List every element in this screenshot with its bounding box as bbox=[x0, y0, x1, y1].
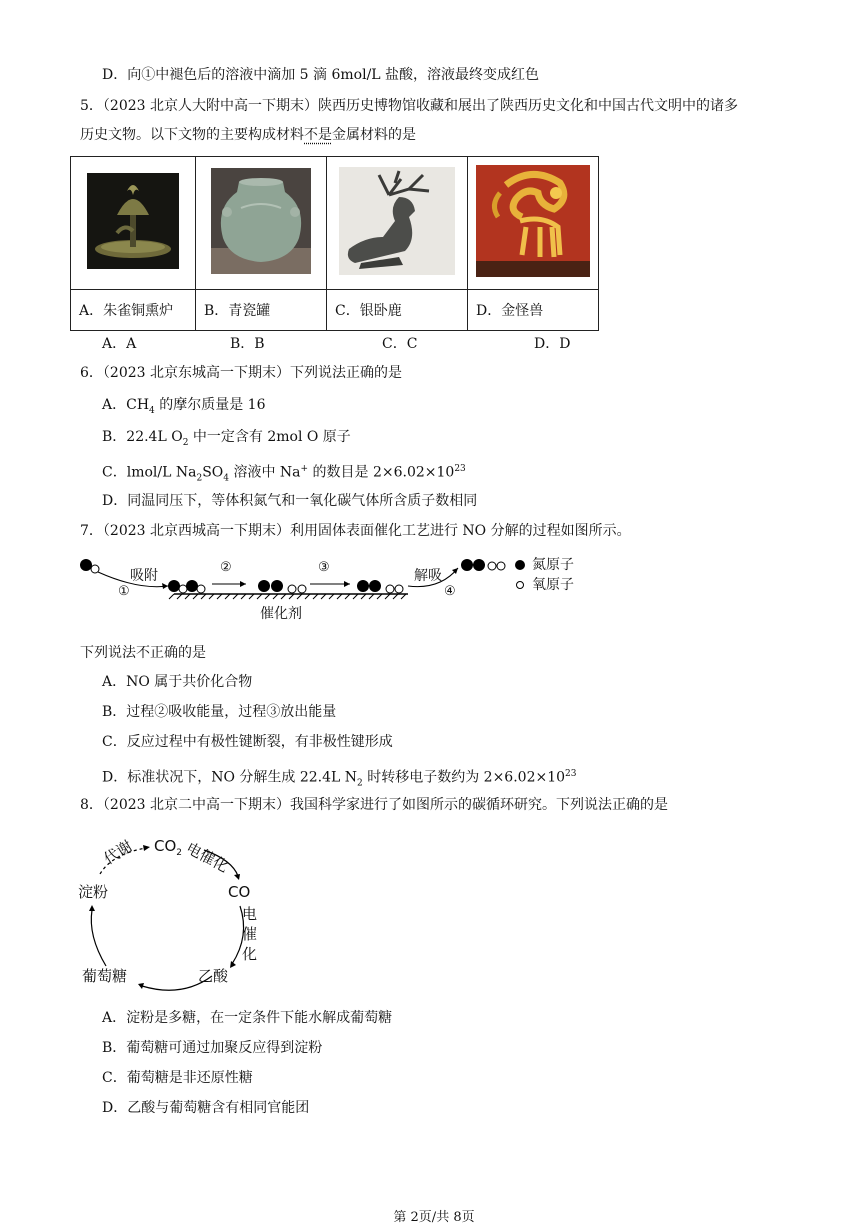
no-decomposition-diagram bbox=[78, 552, 598, 628]
legend-nitrogen: 氮原子 bbox=[532, 557, 574, 573]
number: 2×6.02×10 bbox=[372, 464, 455, 481]
q4-option-d: D．向①中褪色后的溶液中滴加 5 滴 6mol/L 盐酸，溶液最终变成红色 bbox=[102, 67, 540, 83]
label-electro-char3: 化 bbox=[242, 945, 258, 963]
q8-option-c: C．葡萄糖是非还原性糖 bbox=[102, 1070, 253, 1086]
artifact-label-d: D．金怪兽 bbox=[468, 290, 599, 331]
q8-option-b: B．葡萄糖可通过加聚反应得到淀粉 bbox=[102, 1040, 323, 1056]
number: 2×6.02×10 bbox=[483, 769, 566, 786]
option-letter: B．22.4L bbox=[102, 429, 172, 445]
gold-beast-photo bbox=[476, 165, 590, 277]
exponent: 23 bbox=[565, 769, 577, 779]
exponent: 23 bbox=[454, 464, 466, 474]
q5-choice-c: C．C bbox=[382, 336, 418, 352]
q8-stem: 8．（2023 北京二中高一下期末）我国科学家进行了如图所示的碳循环研究。下列说法正确的是 bbox=[80, 797, 668, 813]
artifact-table bbox=[70, 156, 599, 331]
adsorb-label: 吸附 bbox=[130, 568, 158, 584]
q6-option-c bbox=[102, 459, 466, 488]
q6-stem: 6．（2023 北京东城高一下期末）下列说法正确的是 bbox=[80, 365, 402, 381]
option-text: 溶液中 bbox=[229, 464, 280, 481]
q5-choice-a: A．A bbox=[102, 336, 137, 352]
q7-option-c: C．反应过程中有极性键断裂，有非极性键形成 bbox=[102, 734, 393, 750]
q5-stem-text: 历史文物。以下文物的主要构成材料 bbox=[80, 127, 304, 143]
node-co2 bbox=[154, 836, 182, 863]
label-electrocatalysis-1: 电催化 bbox=[183, 838, 232, 876]
artifact-label-c: C．银卧鹿 bbox=[327, 290, 468, 331]
formula-sub: 2 bbox=[196, 473, 203, 484]
option-text: 时转移电子数约为 bbox=[362, 769, 484, 786]
q6-option-d: D．同温同压下，等体积氮气和一氧化碳气体所含质子数相同 bbox=[102, 493, 478, 509]
co2-sub: 2 bbox=[176, 848, 183, 858]
q6-option-b bbox=[102, 427, 351, 453]
option-text: 中一定含有 2mol O 原子 bbox=[188, 429, 351, 445]
q5-stem-text-end: 金属材料的是 bbox=[332, 127, 416, 143]
label-electro-char1: 电 bbox=[242, 905, 258, 923]
artifact-cell-c bbox=[327, 157, 468, 290]
q7-option-b: B．过程②吸收能量，过程③放出能量 bbox=[102, 704, 337, 720]
step4-label: ④ bbox=[444, 584, 456, 599]
formula: CH bbox=[126, 397, 150, 413]
formula: 22.4L N bbox=[299, 769, 358, 786]
step2-label: ② bbox=[220, 560, 232, 575]
q7-option-a: A．NO 属于共价化合物 bbox=[102, 674, 253, 690]
formula-sub: 4 bbox=[149, 405, 155, 416]
bronze-censer-photo bbox=[87, 173, 179, 269]
artifact-cell-a bbox=[71, 157, 196, 290]
q8-option-d: D．乙酸与葡萄糖含有相同官能团 bbox=[102, 1100, 310, 1116]
option-letter: A． bbox=[102, 397, 127, 413]
formula: O bbox=[171, 429, 183, 445]
carbon-cycle-diagram bbox=[72, 826, 272, 1004]
formula-sub: 2 bbox=[182, 437, 189, 448]
step3-label: ③ bbox=[318, 560, 330, 575]
artifact-cell-b bbox=[196, 157, 327, 290]
option-text: 的数目是 bbox=[308, 464, 373, 481]
artifact-label-b: B．青瓷罐 bbox=[196, 290, 327, 331]
node-co: CO bbox=[228, 883, 251, 901]
legend-oxygen: 氧原子 bbox=[532, 577, 574, 593]
option-text: D．标准状况下，NO 分解生成 bbox=[102, 769, 300, 786]
label-metabolism: 代谢 bbox=[100, 836, 136, 869]
label-electro-char2: 催 bbox=[242, 925, 258, 943]
formula: SO bbox=[202, 464, 224, 481]
step1-label: ① bbox=[118, 584, 130, 599]
q7-lead: 下列说法不正确的是 bbox=[80, 645, 206, 661]
artifact-cell-d bbox=[468, 157, 599, 290]
page-footer: 第 2页/共 8页 bbox=[393, 1210, 475, 1225]
node-starch: 淀粉 bbox=[78, 883, 109, 901]
option-text: 的摩尔质量是 16 bbox=[154, 397, 266, 413]
q5-choice-d: D．D bbox=[534, 336, 571, 352]
q5-choice-b: B．B bbox=[230, 336, 265, 352]
q8-option-a: A．淀粉是多糖，在一定条件下能水解成葡萄糖 bbox=[102, 1010, 393, 1026]
q7-option-d bbox=[102, 764, 576, 793]
q5-emphasis-not: 不是 bbox=[304, 127, 332, 143]
node-acetic-acid: 乙酸 bbox=[198, 967, 229, 985]
ion-charge: + bbox=[300, 464, 309, 474]
formula-sub: 4 bbox=[223, 473, 229, 484]
node-glucose: 葡萄糖 bbox=[82, 967, 128, 985]
option-letter: C．lmol/L bbox=[102, 464, 176, 481]
silver-deer-photo bbox=[339, 167, 455, 275]
desorb-label: 解吸 bbox=[414, 568, 442, 584]
catalyst-label: 催化剂 bbox=[260, 606, 302, 622]
ion: Na bbox=[279, 464, 301, 481]
co2-text: CO bbox=[154, 837, 177, 855]
q7-stem: 7．（2023 北京西城高一下期末）利用固体表面催化工艺进行 NO 分解的过程如图所示。 bbox=[80, 523, 631, 539]
formula-sub: 2 bbox=[357, 778, 363, 789]
q5-stem-line2 bbox=[80, 125, 416, 145]
q6-option-a bbox=[102, 395, 266, 421]
formula: Na bbox=[175, 464, 197, 481]
q5-stem-line1: 5．（2023 北京人大附中高一下期末）陕西历史博物馆收藏和展出了陕西历史文化和中国古代文明中的诸多 bbox=[80, 98, 738, 114]
artifact-label-a: A．朱雀铜熏炉 bbox=[71, 290, 196, 331]
celadon-jar-photo bbox=[211, 168, 311, 274]
